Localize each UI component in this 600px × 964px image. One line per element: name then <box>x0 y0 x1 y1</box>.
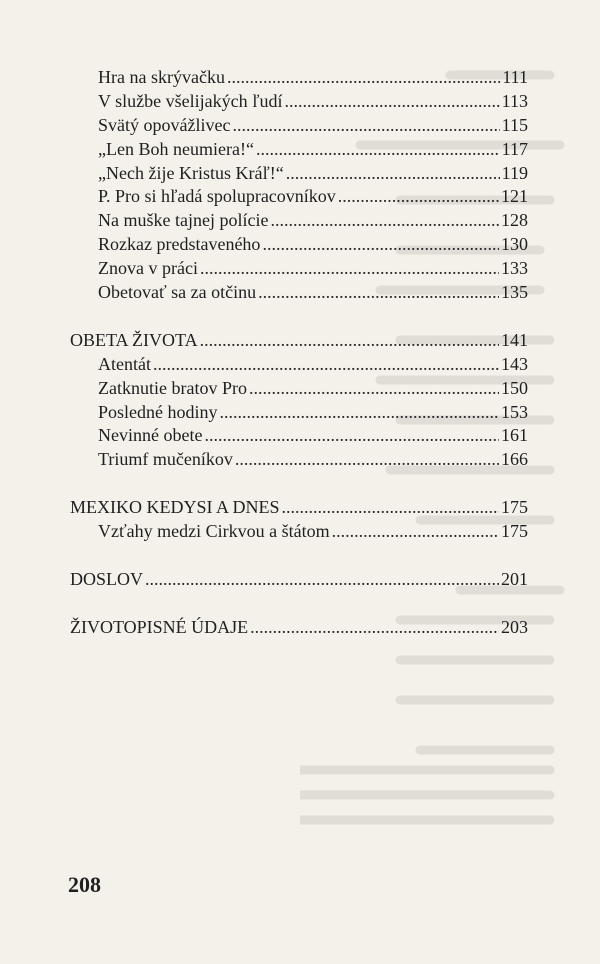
spacer <box>70 305 528 329</box>
toc-entry: Na muške tajnej polície ..... 128 <box>70 209 528 233</box>
toc-section-obeta-zivota: OBETA ŽIVOTA ..... 141 <box>70 329 528 353</box>
page-number: 208 <box>68 872 101 897</box>
toc-entry: Posledné hodiny ..... 153 <box>70 401 528 425</box>
toc-entry: Atentát ..... 143 <box>70 353 528 377</box>
spacer <box>70 592 528 616</box>
toc-entry: Hra na skrývačku ..... 111 <box>70 66 528 90</box>
spacer <box>70 544 528 568</box>
toc-entry: „Len Boh neumiera!“ ..... 117 <box>70 138 528 162</box>
toc-entry: Triumf mučeníkov ..... 166 <box>70 448 528 472</box>
toc-entry: Rozkaz predstaveného ..... 130 <box>70 233 528 257</box>
toc-entry: Znova v práci ..... 133 <box>70 257 528 281</box>
toc-entry: „Nech žije Kristus Kráľ!“ ..... 119 <box>70 162 528 186</box>
toc-group-obeta <box>70 353 528 472</box>
toc-entry: Vzťahy medzi Cirkvou a štátom ..... 175 <box>70 520 528 544</box>
toc-entry: V službe všelijakých ľudí ..... 113 <box>70 90 528 114</box>
toc-section-zivotopisne-udaje: ŽIVOTOPISNÉ ÚDAJE ..... 203 <box>70 616 528 640</box>
toc-entry: Zatknutie bratov Pro ..... 150 <box>70 377 528 401</box>
toc-entry: Nevinné obete ..... 161 <box>70 424 528 448</box>
toc-section-doslov: DOSLOV ..... 201 <box>70 568 528 592</box>
spacer <box>70 472 528 496</box>
toc-entry: P. Pro si hľadá spolupracovníkov ..... 121 <box>70 185 528 209</box>
toc-section-mexiko: MEXIKO KEDYSI A DNES ..... 175 <box>70 496 528 520</box>
table-of-contents <box>70 66 528 640</box>
toc-entry: Obetovať sa za otčinu ..... 135 <box>70 281 528 305</box>
toc-group-chapter-1 <box>70 66 528 305</box>
toc-entry: Svätý opovážlivec ..... 115 <box>70 114 528 138</box>
